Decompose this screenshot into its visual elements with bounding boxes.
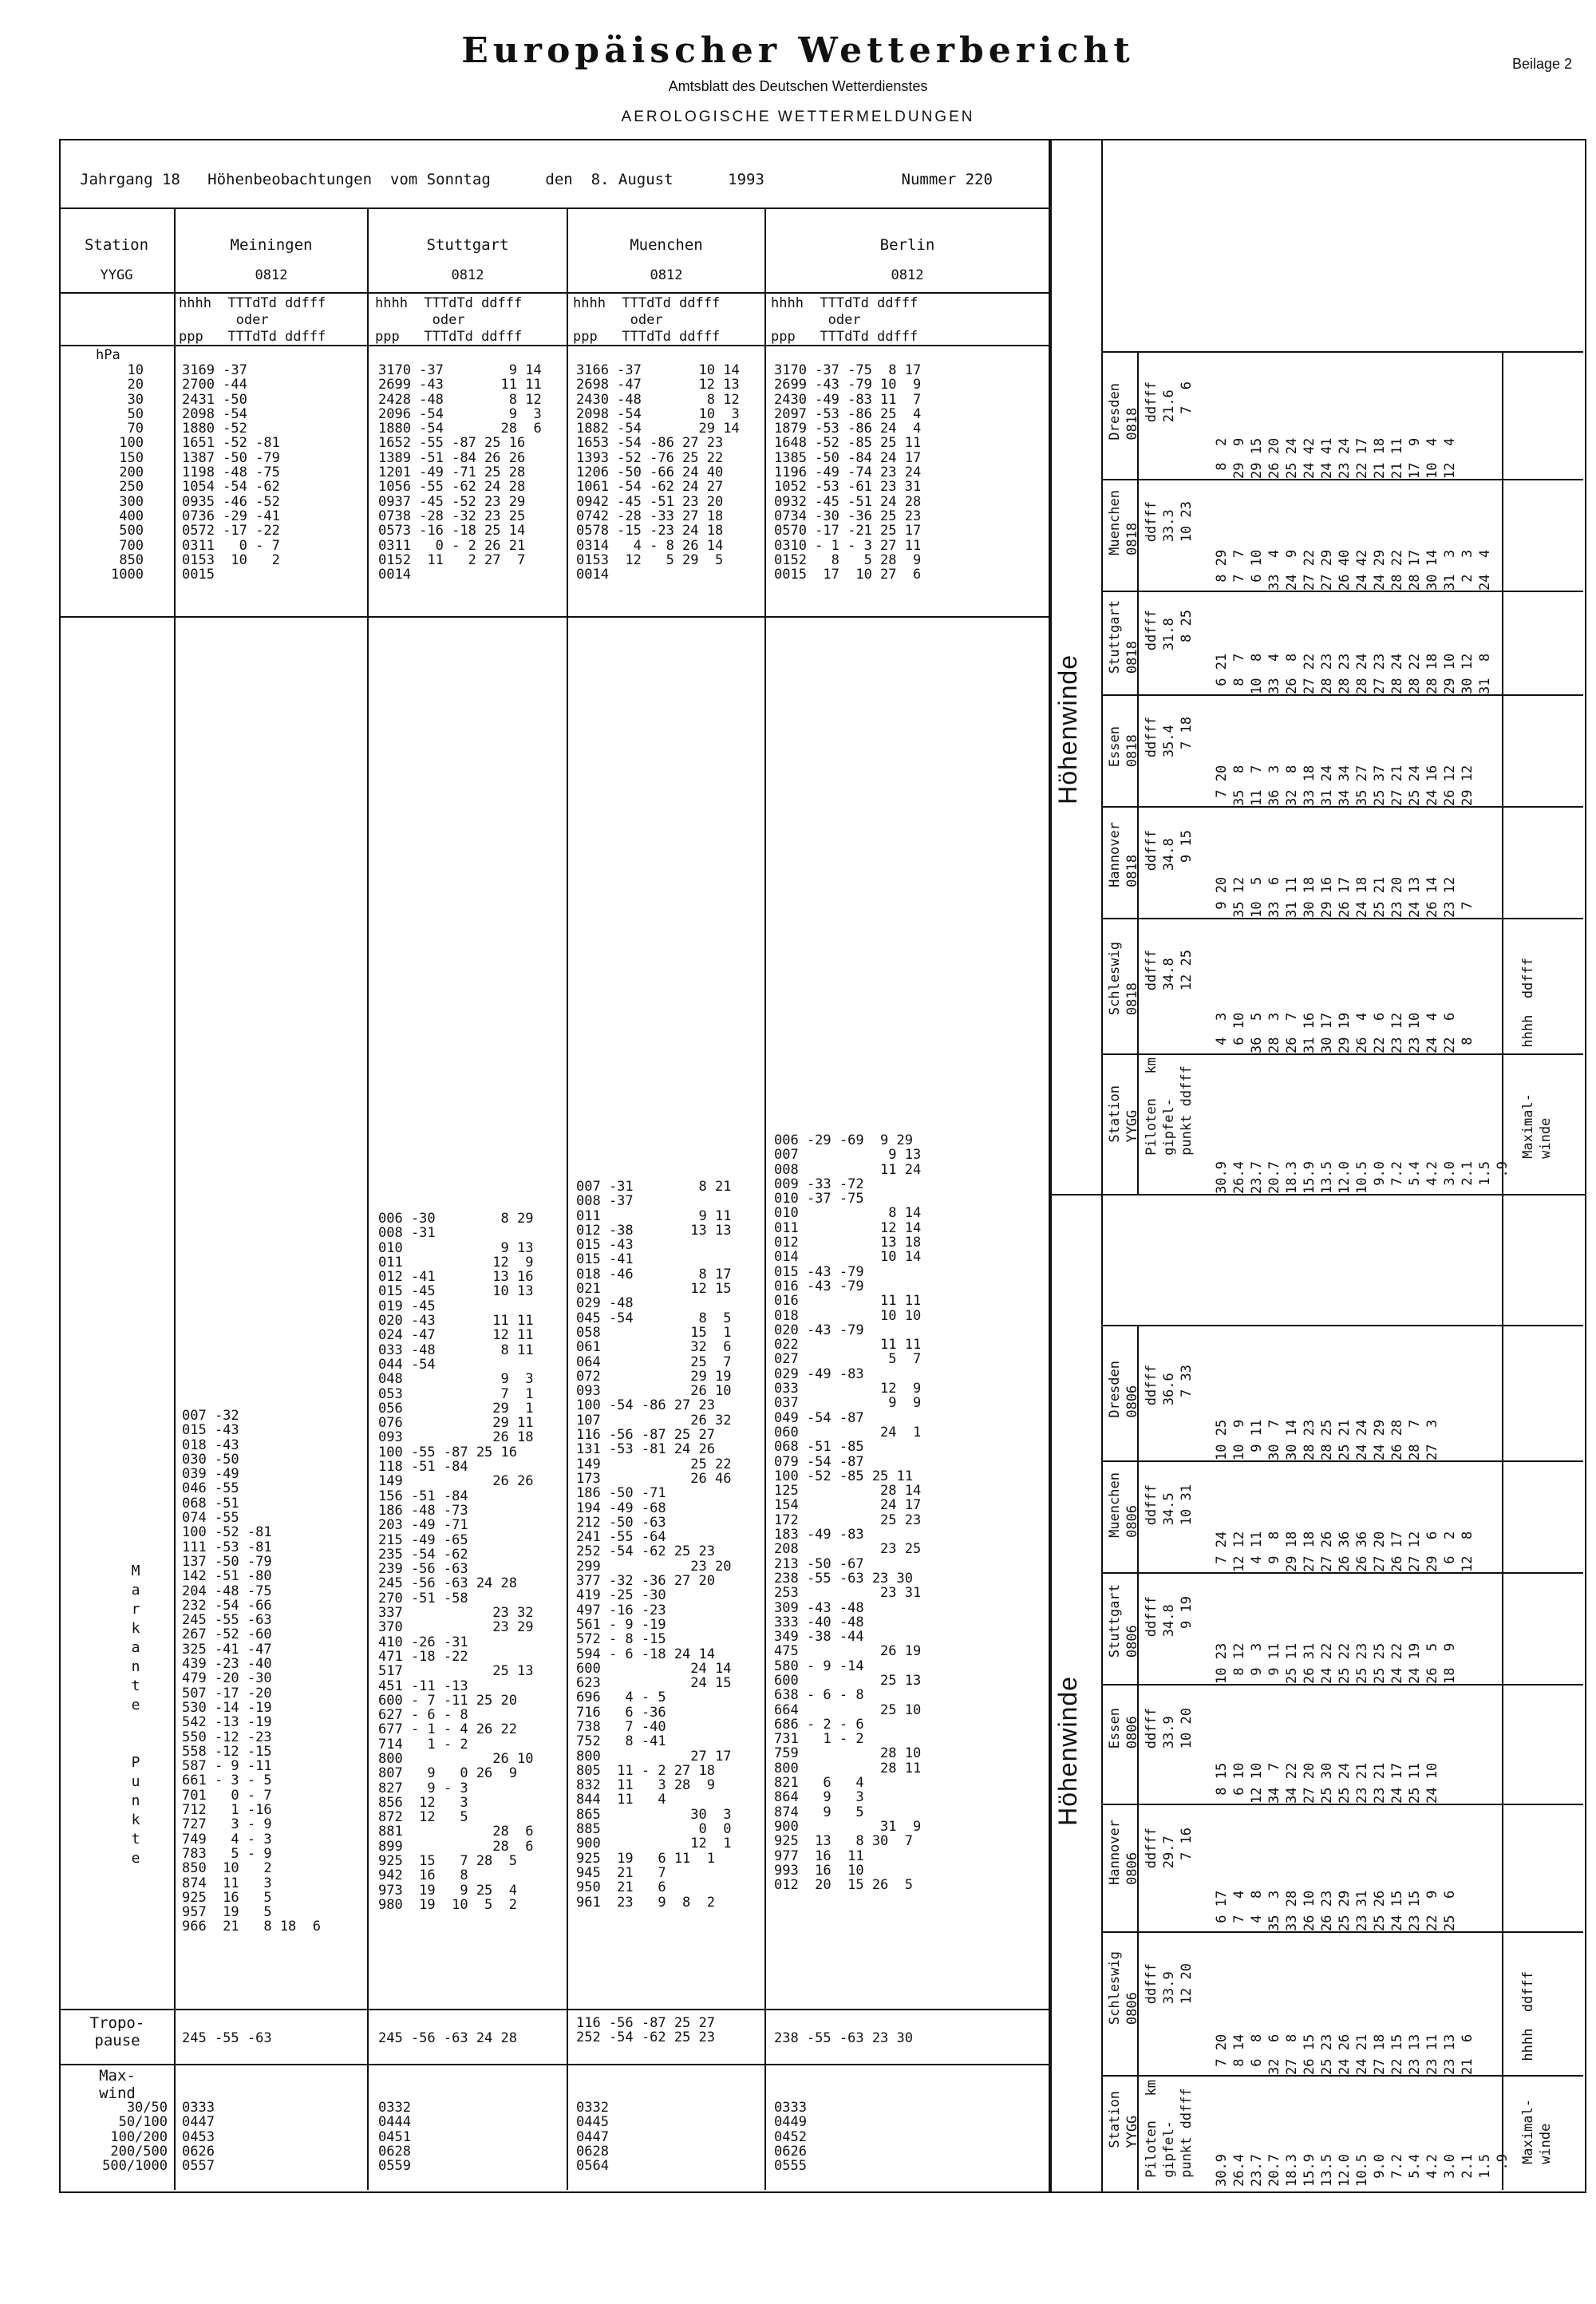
markante-meiningen: 007 -32 015 -43 018 -43 030 -50 039 -49 046 -55 068 -51 074 -55 100 -52 -81 111 -53 -81 137 -50 -79 142 -51 -80 204 -48 -75 232 -54 -66 245 -55 -63 267 -52 -60 325 -41 -47 439 -23 -40 479 -20 -30 507 -17 -20 530 -14 -19 542 -13 -19 550 -12 -23 558 -12 -15 587 - 9 -11 661 - 3 - 5 701 0 - 7 712 1 -16 727 3 - 9 749 4 - 3 783 5 - 9 850 10 2 874 11 3 925 16 5 957 19 5 966 21 8 18 6 xyxy=(182,1408,321,1935)
wind-bottom-hannover-head: ddfff 29.7 7 16 xyxy=(1144,1828,1195,1869)
station-time-stuttgart: 0812 xyxy=(451,267,484,283)
wind-top-station-col-data: 30.9 26.4 23.7 20.7 18.3 15.9 13.5 12.0 10.5 9.0 7.2 5.4 4.2 3.0 2.1 1.5 .9 xyxy=(1214,1161,1511,1194)
wind-bottom-stuttgart-data: 10 23 8 12 9 3 9 11 25 11 26 31 24 22 25 22 25 23 25 25 24 22 24 19 26 5 18 9 xyxy=(1214,1642,1458,1684)
column-header-meiningen: hhhh TTTdTd ddfff oder ppp TTTdTd ddfff xyxy=(179,295,326,345)
pressure-levels: 10 20 30 50 70 100 150 200 250 300 400 500 700 850 1000 xyxy=(111,362,144,583)
maxwind-meiningen: 0333 0447 0453 0626 0557 xyxy=(182,2100,215,2175)
wind-bottom-schleswig-name: Schleswig 0806 xyxy=(1107,1951,1140,2025)
std-levels-muenchen: 3166 -37 10 14 2698 -47 12 13 2430 -48 8 12 2098 -54 10 3 1882 -54 29 14 1653 -54 -86 27 23 1393 -52 -76 25 22 1206 -50 -66 24 40 1061 -54 -62 24 27 0942 -45 -51 23 20 0742 -28 -33 27 18 0578 -15 -23 24 18 0314 4 - 8 26 14 0153 12 5 29 5 0014 xyxy=(576,362,740,583)
wind-bottom-footer: hhhh ddfff xyxy=(1520,1971,1536,2061)
station-time-muenchen: 0812 xyxy=(650,267,683,283)
wind-top-schleswig-data: 4 3 6 10 36 5 28 3 26 7 31 16 30 17 29 19 26 4 22 6 23 12 23 10 24 4 22 6 8 xyxy=(1214,1012,1476,1053)
wind-top-schleswig-head: ddfff 34.8 12 25 xyxy=(1144,950,1195,991)
wind-top-muenchen-data: 8 29 7 7 6 10 33 4 24 9 27 22 27 29 26 40 24 42 24 29 28 22 28 17 30 14 31 3 2 3 24 4 xyxy=(1214,549,1493,591)
wind-top-dresden-data: 8 2 29 9 29 15 26 20 25 24 24 42 24 41 23 24 22 17 21 18 21 11 17 9 10 4 12 4 xyxy=(1214,437,1458,479)
tropopause-label: Tropo- pause xyxy=(89,2014,145,2049)
tropopause-stuttgart: 245 -56 -63 24 28 xyxy=(378,2030,517,2046)
wind-bottom-schleswig-head: ddfff 33.9 12 20 xyxy=(1144,1963,1195,2005)
wind-bottom-schleswig-data: 7 20 8 14 6 8 32 6 27 8 26 15 25 23 24 26 24 21 27 18 22 15 23 13 23 11 23 13 21 6 xyxy=(1214,2033,1476,2075)
wind-top-schleswig-name: Schleswig 0818 xyxy=(1107,942,1140,1016)
wind-top-dresden-head: ddfff 21.6 7 6 xyxy=(1144,381,1195,423)
wind-top-hannover-data: 9 20 35 12 10 5 33 6 31 11 30 18 29 16 26 17 24 18 25 21 23 20 24 13 26 14 23 12 7 xyxy=(1214,876,1476,918)
markante-stuttgart: 006 -30 8 29 008 -31 010 9 13 011 12 9 012 -41 13 16 015 -45 10 13 019 -45 020 -43 11 11 024 -47 12 11 033 -48 8 11 044 -54 048 9 3 053 7 1 056 29 1 076 29 11 093 26 18 100 -55 -87 25 16 118 -51 -84 149 26 26 156 -51 -84 186 -48 -73 203 -49 -71 215 -49 -65 235 -54 -62 239 -56 -63 245 -56 -63 24 28 270 -51 -58 337 23 32 370 23 29 410 -26 -31 471 -18 -22 517 25 13 451 -11 -13 600 - 7 -11 25 20 627 - 6 - 8 677 - 1 - 4 26 22 714 1 - 2 800 26 10 807 9 0 26 9 827 9 - 3 856 12 3 872 12 5 881 28 6 899 28 6 925 15 7 28 5 942 16 8 973 19 9 25 4 980 19 10 5 2 xyxy=(378,1211,534,1913)
column-header-berlin: hhhh TTTdTd ddfff oder ppp TTTdTd ddfff xyxy=(771,295,918,345)
std-levels-meiningen: 3169 -37 2700 -44 2431 -50 2098 -54 1880 -52 1651 -52 -81 1387 -50 -79 1198 -48 -75 1054 -54 -62 0935 -46 -52 0736 -29 -41 0572 -17 -22 0311 0 - 7 0153 10 2 0015 xyxy=(182,362,280,583)
pressure-unit: hPa xyxy=(96,347,120,363)
wind-top-muenchen-head: ddfff 33.3 10 23 xyxy=(1144,501,1195,543)
tropopause-meiningen: 245 -55 -63 xyxy=(182,2030,272,2046)
station-time-berlin: 0812 xyxy=(891,267,924,283)
wind-bottom-essen-data: 8 15 6 10 12 10 34 7 34 22 27 20 25 30 25 24 23 21 23 21 24 17 25 11 24 10 xyxy=(1214,1762,1440,1804)
wind-top-stuttgart-head: ddfff 31.8 8 25 xyxy=(1144,610,1195,651)
column-header-stuttgart: hhhh TTTdTd ddfff oder ppp TTTdTd ddfff xyxy=(375,295,523,345)
wind-top-dresden-name: Dresden 0818 xyxy=(1107,383,1140,441)
station-name-meiningen: Meiningen xyxy=(230,236,313,254)
wind-top-muenchen-name: Muenchen 0818 xyxy=(1107,490,1140,555)
tropopause-berlin: 238 -55 -63 23 30 xyxy=(774,2030,913,2046)
std-levels-stuttgart: 3170 -37 9 14 2699 -43 11 11 2428 -48 8 12 2096 -54 9 3 1880 -54 28 6 1652 -55 -87 25 16 1389 -51 -84 26 26 1201 -49 -71 25 28 1056 -55 -62 24 28 0937 -45 -52 23 29 0738 -28 -32 23 25 0573 -16 -18 25 14 0311 0 - 2 26 21 0152 11 2 27 7 0014 xyxy=(378,362,542,583)
wind-bottom-muenchen-name: Muenchen 0806 xyxy=(1107,1472,1140,1538)
hoehenwinde-label-bottom: Höhenwinde xyxy=(1053,1676,1082,1826)
maxwind-berlin: 0333 0449 0452 0626 0555 xyxy=(774,2100,807,2175)
markante-punkte-label: M a r k a n t e P u n k t e xyxy=(131,1563,140,1867)
column-header-muenchen: hhhh TTTdTd ddfff oder ppp TTTdTd ddfff xyxy=(573,295,721,345)
wind-bottom-station-col-head: Piloten km gipfel- punkt ddfff xyxy=(1144,2080,1195,2178)
wind-top-stuttgart-name: Stuttgart 0818 xyxy=(1107,600,1140,674)
wind-top-hannover-name: Hannover 0818 xyxy=(1107,822,1140,887)
wind-bottom-hannover-name: Hannover 0806 xyxy=(1107,1820,1140,1885)
wind-top-essen-data: 7 20 35 8 11 7 36 3 32 8 33 18 31 24 34 34 35 27 25 37 27 21 25 24 24 16 26 12 29 12 xyxy=(1214,765,1476,806)
wind-bottom-dresden-name: Dresden 0806 xyxy=(1107,1361,1140,1418)
wind-top-station-col-name: Station YYGG xyxy=(1107,1085,1140,1143)
wind-bottom-dresden-data: 10 25 10 9 9 11 30 7 30 14 28 23 28 25 25 21 24 24 24 29 26 28 28 7 27 3 xyxy=(1214,1419,1440,1460)
wind-bottom-station-col-name: Station YYGG xyxy=(1107,2091,1140,2148)
document-title: Europäischer Wetterbericht xyxy=(461,30,1135,71)
wind-top-essen-name: Essen 0818 xyxy=(1107,726,1140,768)
wind-bottom-maximal: Maximal- winde xyxy=(1520,2099,1554,2164)
wind-top-stuttgart-data: 6 21 8 7 10 8 33 4 26 8 27 22 28 23 28 23 28 24 27 23 28 24 28 22 28 18 29 10 30 12 31 8 xyxy=(1214,653,1493,694)
section-title: AEROLOGISCHE WETTERMELDUNGEN xyxy=(621,109,975,125)
maxwind-rows: 30/50 50/100 100/200 200/500 500/1000 xyxy=(102,2100,168,2175)
wind-bottom-muenchen-head: ddfff 34.5 10 31 xyxy=(1144,1484,1195,1526)
beilage-label: Beilage 2 xyxy=(1511,56,1572,72)
wind-top-essen-head: ddfff 35.4 7 18 xyxy=(1144,717,1195,758)
maxwind-muenchen: 0332 0445 0447 0628 0564 xyxy=(576,2100,609,2175)
hoehenwinde-label-top: Höhenwinde xyxy=(1053,654,1082,804)
wind-bottom-stuttgart-head: ddfff 34.8 9 19 xyxy=(1144,1596,1195,1638)
maxwind-stuttgart: 0332 0444 0451 0628 0559 xyxy=(378,2100,411,2175)
station-name-stuttgart: Stuttgart xyxy=(426,236,509,254)
station-name-muenchen: Muenchen xyxy=(630,236,703,254)
wind-bottom-muenchen-data: 7 24 12 12 4 11 9 8 29 18 27 18 27 26 26 36 26 36 27 20 26 17 27 12 29 6 6 2 12 8 xyxy=(1214,1531,1476,1572)
std-levels-berlin: 3170 -37 -75 8 17 2699 -43 -79 10 9 2430 -49 -83 11 7 2097 -53 -86 25 4 1879 -53 -86 24 4 1648 -52 -85 25 11 1385 -50 -84 24 17 1196 -49 -74 23 24 1052 -53 -61 23 31 0932 -45 -51 24 28 0734 -30 -36 25 23 0570 -17 -21 25 17 0310 - 1 - 3 27 11 0152 8 5 28 9 0015 17 10 27 6 xyxy=(774,362,922,583)
station-label: Station xyxy=(84,236,149,254)
wind-bottom-station-col-data: 30.9 26.4 23.7 20.7 18.3 15.9 13.5 12.0 10.5 9.0 7.2 5.4 4.2 3.0 2.1 1.5 .9 xyxy=(1214,2154,1511,2187)
station-name-berlin: Berlin xyxy=(879,236,935,254)
tropopause-muenchen: 116 -56 -87 25 27 252 -54 -62 25 23 xyxy=(576,2015,715,2046)
station-time-meiningen: 0812 xyxy=(255,267,288,283)
markante-berlin: 006 -29 -69 9 29 007 9 13 008 11 24 009 -33 -72 010 -37 -75 010 8 14 011 12 14 012 13 18 014 10 14 015 -43 -79 016 -43 -79 016 11 11 018 10 10 020 -43 -79 022 11 11 027 5 7 029 -49 -83 033 12 9 037 9 9 049 -54 -87 060 24 1 068 -51 -85 079 -54 -87 100 -52 -85 25 11 125 28 14 154 24 17 172 25 23 183 -49 -83 208 23 25 213 -50 -67 238 -55 -63 23 30 253 23 31 309 -43 -48 333 -40 -48 349 -38 -44 475 26 19 580 - 9 -14 600 25 13 638 - 6 - 8 664 25 10 686 - 2 - 6 731 1 - 2 759 28 10 800 28 11 821 6 4 864 9 3 874 9 5 900 31 9 925 13 8 30 7 977 16 11 993 16 10 012 20 15 26 5 xyxy=(774,1132,922,1894)
wind-top-station-col-head: Piloten km gipfel- punkt ddfff xyxy=(1144,1057,1195,1156)
wind-bottom-essen-name: Essen 0806 xyxy=(1107,1708,1140,1749)
wind-bottom-essen-head: ddfff 33.9 10 20 xyxy=(1144,1708,1195,1749)
yygg-label: YYGG xyxy=(100,267,133,283)
maxwind-label: Max- wind xyxy=(99,2067,136,2102)
wind-top-hannover-head: ddfff 34.8 9 15 xyxy=(1144,830,1195,871)
info-line: Jahrgang 18 Höhenbeobachtungen vom Sonntag den 8. August 1993 Nummer 220 xyxy=(80,171,993,188)
wind-top-footer: hhhh ddfff xyxy=(1520,958,1536,1048)
markante-muenchen: 007 -31 8 21 008 -37 011 9 11 012 -38 13 13 015 -43 015 -41 018 -46 8 17 021 12 15 029 -48 045 -54 8 5 058 15 1 061 32 6 064 25 7 072 29 19 093 26 10 100 -54 -86 27 23 107 26 32 116 -56 -87 25 27 131 -53 -81 24 26 149 25 22 173 26 46 186 -50 -71 194 -49 -68 212 -50 -63 241 -55 -64 252 -54 -62 25 23 299 23 20 377 -32 -36 27 20 419 -25 -30 497 -16 -23 561 - 9 -19 572 - 8 -15 594 - 6 -18 24 14 600 24 14 623 24 15 696 4 - 5 716 6 -36 738 7 -40 752 8 -41 800 27 17 805 11 - 2 27 18 832 11 3 28 9 844 11 4 865 30 3 885 0 0 900 12 1 925 19 6 11 1 945 21 7 950 21 6 961 23 9 8 2 xyxy=(576,1179,732,1911)
wind-top-maximal: Maximal- winde xyxy=(1520,1093,1554,1159)
wind-bottom-hannover-data: 6 17 7 4 4 8 35 3 33 28 26 10 26 23 25 29 23 31 25 26 24 15 23 15 22 9 25 6 xyxy=(1214,1890,1458,1931)
wind-bottom-stuttgart-name: Stuttgart 0806 xyxy=(1107,1584,1140,1658)
wind-bottom-dresden-head: ddfff 36.6 7 33 xyxy=(1144,1365,1195,1406)
document-subtitle: Amtsblatt des Deutschen Wetterdienstes xyxy=(668,78,928,94)
